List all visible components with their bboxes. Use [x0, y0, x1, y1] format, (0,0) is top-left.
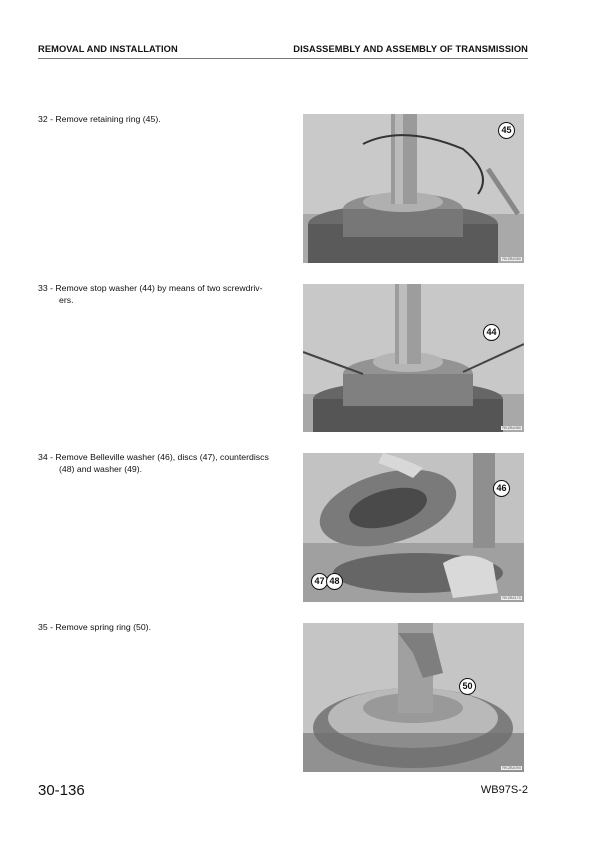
step-33-line-2: ers.	[59, 295, 74, 305]
header-rule	[38, 58, 528, 59]
page-number: 30-136	[38, 782, 85, 799]
model-name: WB97S-2	[480, 784, 528, 796]
header-section-title: REMOVAL AND INSTALLATION	[38, 44, 178, 54]
photo-step-33-image	[303, 284, 524, 432]
step-34-line-2: (48) and washer (49).	[59, 464, 143, 474]
photo-step-32	[303, 114, 524, 263]
callout-45: 45	[498, 122, 515, 139]
photo-step-32-image	[303, 114, 524, 263]
step-34-line-1: 34 - Remove Belleville washer (46), discs (47), counterdiscs	[38, 452, 269, 462]
callout-46: 46	[493, 480, 510, 497]
callout-44: 44	[483, 324, 500, 341]
step-35-text	[38, 621, 288, 633]
callout-47: 47	[311, 573, 328, 590]
callout-50: 50	[459, 678, 476, 695]
step-32-line: 32 - Remove retaining ring (45).	[38, 114, 161, 124]
photo-tag: RKZB4080	[502, 426, 521, 430]
header-chapter-title: DISASSEMBLY AND ASSEMBLY OF TRANSMISSION	[293, 44, 528, 54]
step-33-line-1: 33 - Remove stop washer (44) by means of two screwdriv-	[38, 283, 263, 293]
photo-step-33	[303, 284, 524, 432]
step-33-text	[38, 282, 288, 306]
photo-tag: RKZB4090	[502, 766, 521, 770]
photo-step-35	[303, 623, 524, 772]
callout-48: 48	[326, 573, 343, 590]
photo-step-34	[303, 453, 524, 602]
photo-tag: RKZB4080	[502, 257, 521, 261]
step-35-line: 35 - Remove spring ring (50).	[38, 622, 151, 632]
step-34-text	[38, 451, 288, 475]
photo-step-35-image	[303, 623, 524, 772]
photo-tag: RKZB4170	[502, 596, 521, 600]
step-32-text	[38, 113, 288, 125]
